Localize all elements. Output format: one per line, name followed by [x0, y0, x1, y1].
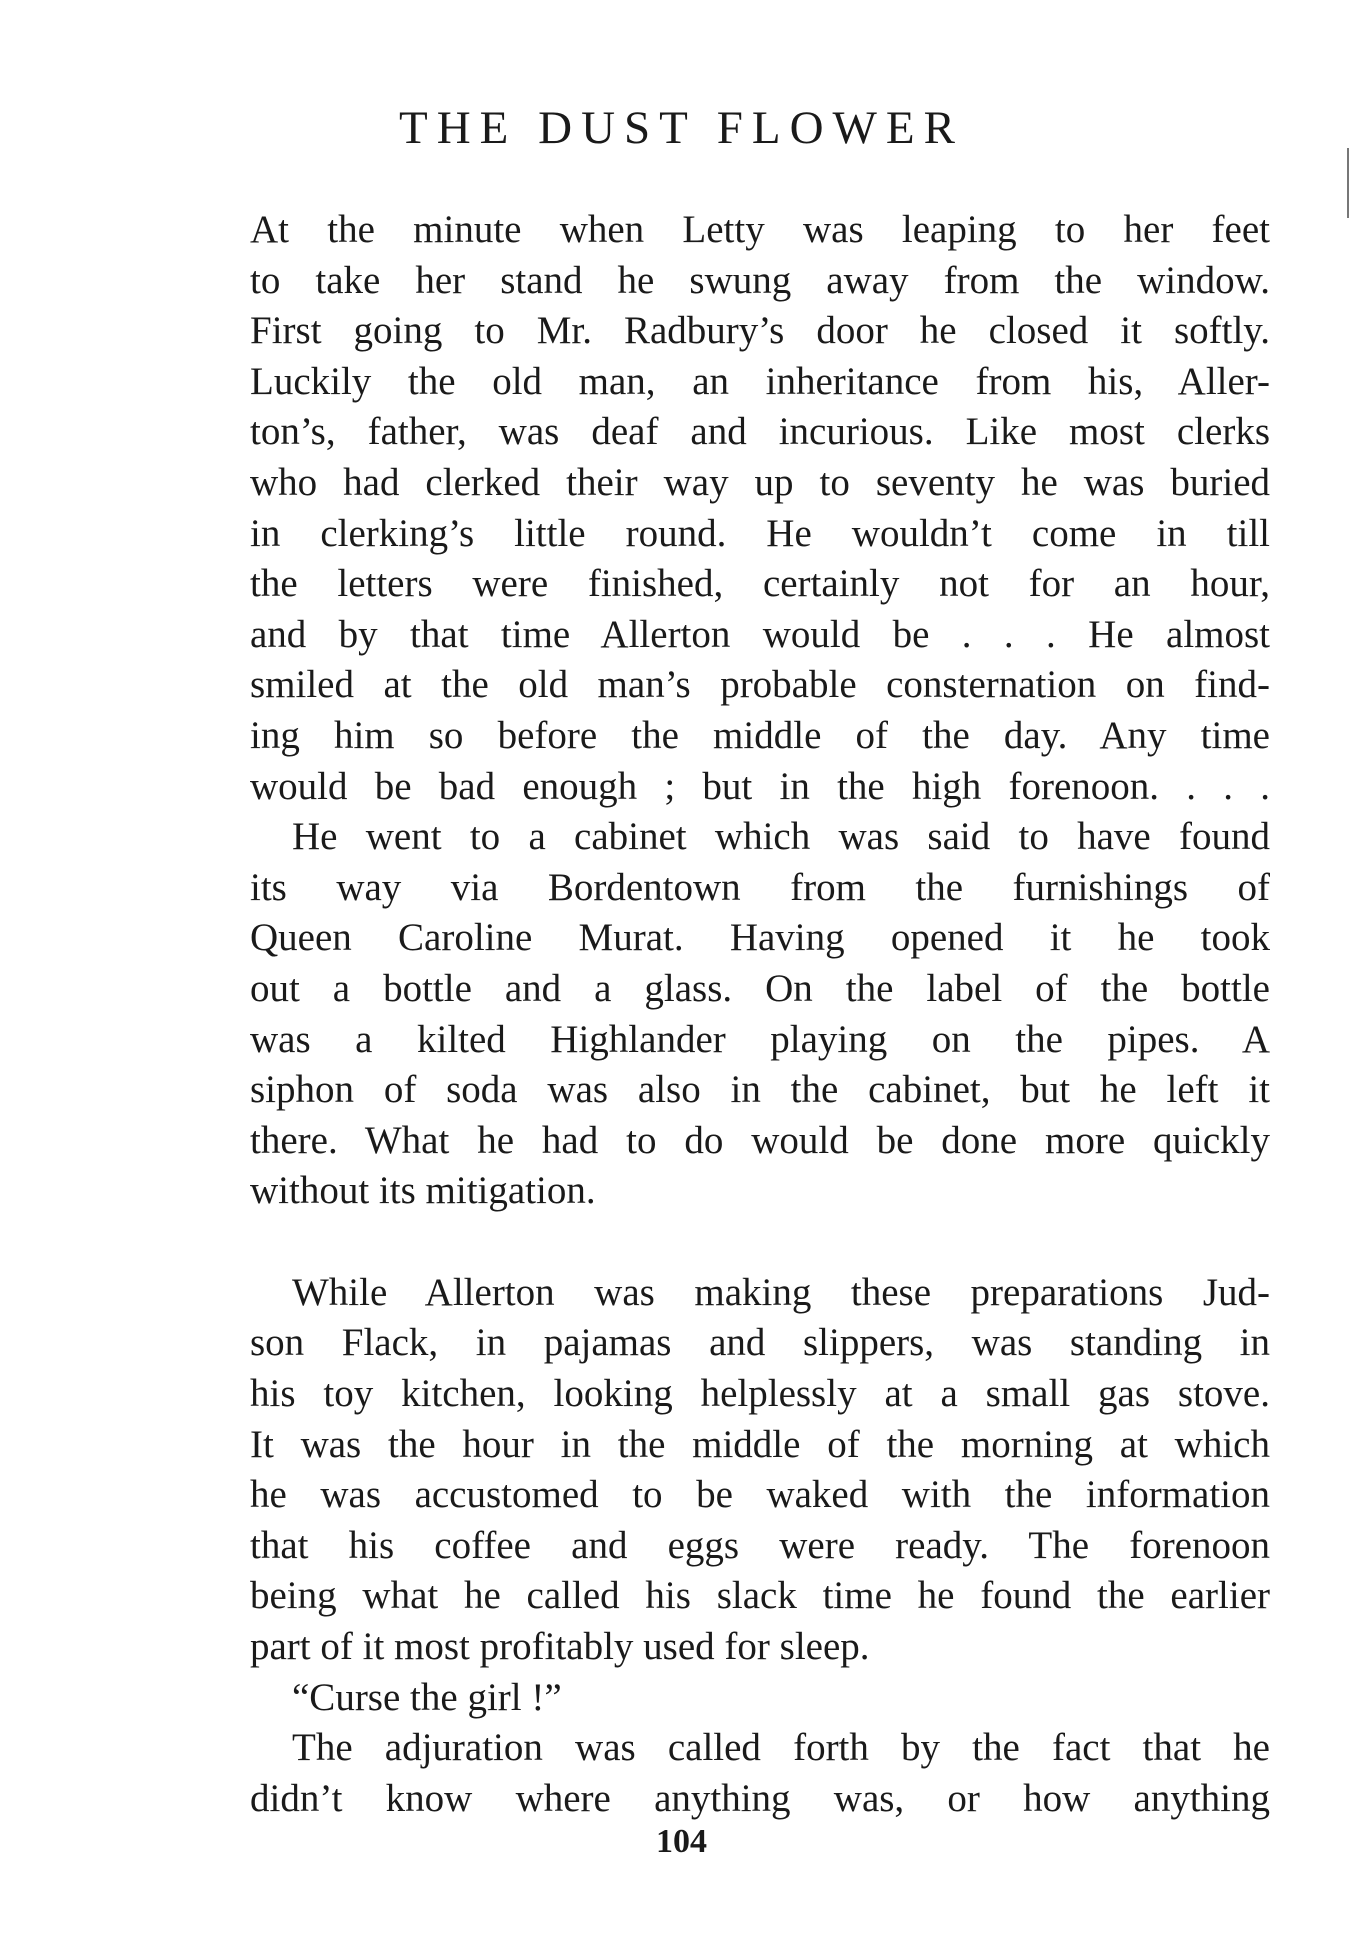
paragraph-2	[250, 812, 1270, 1217]
text-line: First going to Mr. Radbury’s door he closed it softly.	[250, 309, 1270, 353]
text-line: At the minute when Letty was leaping to her feet	[250, 208, 1270, 251]
body-text	[250, 205, 1270, 1824]
text-line: son Flack, in pajamas and slippers, was standing in	[250, 1321, 1270, 1365]
text-line: siphon of soda was also in the cabinet, but he left it	[250, 1068, 1270, 1112]
text-line: his toy kitchen, looking helplessly at a small gas stove.	[250, 1372, 1270, 1416]
text-line: being what he called his slack time he found the earlier	[250, 1574, 1270, 1618]
text-line: there. What he had to do would be done more quickly	[250, 1118, 1270, 1162]
text-line: part of it most profitably used for sleep.	[250, 1625, 870, 1669]
margin-mark	[1347, 148, 1349, 218]
page-number: 104	[656, 1823, 707, 1860]
text-line: ton’s, father, was deaf and incurious. Like most clerks	[250, 410, 1270, 454]
text-line: who had clerked their way up to seventy he was buried	[250, 460, 1270, 504]
text-line: didn’t know where anything was, or how anything	[250, 1776, 1270, 1820]
paragraph-1	[250, 205, 1270, 812]
text-line: was a kilted Highlander playing on the pipes. A	[250, 1017, 1270, 1061]
paragraph-4	[250, 1673, 1270, 1724]
text-line: While Allerton was making these preparations Jud-	[292, 1270, 1270, 1314]
text-line: in clerking’s little round. He wouldn’t come in till	[250, 511, 1270, 555]
text-line: Queen Caroline Murat. Having opened it he took	[250, 916, 1270, 960]
text-line: he was accustomed to be waked with the information	[250, 1473, 1270, 1517]
text-line: Luckily the old man, an inheritance from his, Aller-	[250, 359, 1270, 403]
text-line: The adjuration was called forth by the fact that he	[292, 1726, 1270, 1770]
paragraph-5	[250, 1723, 1270, 1824]
running-head: THE DUST FLOWER	[399, 102, 964, 154]
text-line: smiled at the old man’s probable consternation on find-	[250, 663, 1270, 707]
section-break	[250, 1217, 1270, 1268]
text-line: that his coffee and eggs were ready. The forenoon	[250, 1523, 1270, 1567]
text-line: and by that time Allerton would be . . . He almost	[250, 612, 1270, 656]
paragraph-3	[250, 1268, 1270, 1673]
text-line: ing him so before the middle of the day. Any time	[250, 713, 1270, 757]
text-line: out a bottle and a glass. On the label of the bottle	[250, 966, 1270, 1010]
text-line: It was the hour in the middle of the morning at which	[250, 1422, 1270, 1466]
text-line: He went to a cabinet which was said to have found	[292, 815, 1270, 859]
text-line: its way via Bordentown from the furnishings of	[250, 865, 1270, 909]
text-line: the letters were finished, certainly not for an hour,	[250, 562, 1270, 606]
text-line: to take her stand he swung away from the window.	[250, 258, 1270, 302]
text-line: would be bad enough ; but in the high forenoon. . . .	[250, 764, 1270, 808]
text-line: “Curse the girl !”	[292, 1675, 562, 1719]
text-line: without its mitigation.	[250, 1169, 596, 1213]
